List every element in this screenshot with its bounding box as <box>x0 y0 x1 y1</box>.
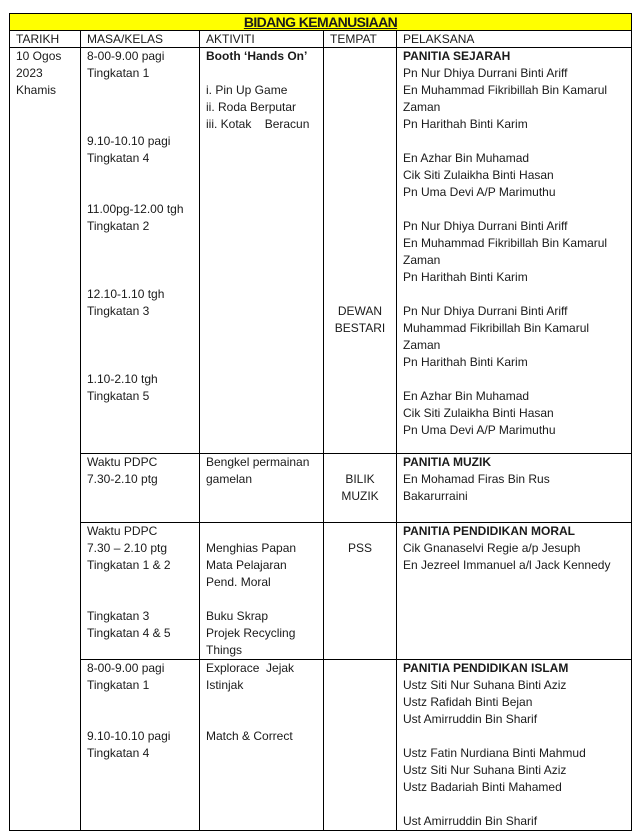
staff-name: Ustz Siti Nur Suhana Binti Aziz <box>403 763 567 777</box>
activity-item: Projek Recycling <box>206 626 296 640</box>
activity-item: Pend. Moral <box>206 575 271 589</box>
activity-item: Mata Pelajaran <box>206 558 287 572</box>
activity-item: gamelan <box>206 472 253 486</box>
muzik-time-cell <box>81 454 200 523</box>
activity-title: Booth ‘Hands On’ <box>206 49 308 63</box>
staff-name: En Muhammad Fikribillah Bin Kamarul <box>403 236 608 250</box>
staff-name: En Azhar Bin Muhamad <box>403 151 530 165</box>
slot-time: 9.10-10.10 pagi <box>87 134 171 148</box>
moral-time-cell <box>81 523 200 660</box>
sejarah-time-cell <box>81 48 200 454</box>
activity-item: Match & Correct <box>206 729 293 743</box>
staff-name: Cik Siti Zulaikha Binti Hasan <box>403 406 554 420</box>
slot-time: 9.10-10.10 pagi <box>87 729 171 743</box>
staff-name: Pn Uma Devi A/P Marimuthu <box>403 423 556 437</box>
slot-time: 8-00-9.00 pagi <box>87 661 165 675</box>
table-row-moral <box>10 523 632 660</box>
table-row-sejarah <box>10 48 632 454</box>
islam-activity-cell <box>200 660 324 831</box>
activity-item: Menghias Papan <box>206 541 297 555</box>
date-year: 2023 <box>16 66 43 80</box>
activity-item: Things <box>206 643 243 657</box>
table-row-islam <box>10 660 632 831</box>
venue-line: DEWAN <box>337 304 383 318</box>
time-line: Tingkatan 1 & 2 <box>87 558 171 572</box>
staff-name: Zaman <box>403 100 441 114</box>
activity-item: ii. Roda Berputar <box>206 100 297 114</box>
staff-name: En Mohamad Firas Bin Rus <box>403 472 550 486</box>
slot-class: Tingkatan 4 <box>87 151 150 165</box>
muzik-activity-cell <box>200 454 324 523</box>
schedule-table <box>9 13 632 831</box>
time-line: Tingkatan 4 & 5 <box>87 626 171 640</box>
muzik-staff-cell <box>397 454 632 523</box>
venue-line: PSS <box>347 541 372 555</box>
title-row <box>10 14 632 31</box>
time-line: 7.30-2.10 ptg <box>87 472 158 486</box>
muzik-venue-cell <box>324 454 397 523</box>
staff-name: Zaman <box>403 253 441 267</box>
header-pelaksana: PELAKSANA <box>397 31 632 48</box>
staff-name: Ustz Siti Nur Suhana Binti Aziz <box>403 678 567 692</box>
staff-name: Pn Nur Dhiya Durrani Binti Ariff <box>403 66 568 80</box>
staff-name: Pn Harithah Binti Karim <box>403 270 528 284</box>
venue-line: BILIK <box>345 472 375 486</box>
staff-name: Pn Nur Dhiya Durrani Binti Ariff <box>403 219 568 233</box>
islam-staff-cell <box>397 660 632 831</box>
header-row <box>10 31 632 48</box>
activity-item: iii. Kotak Beracun <box>206 117 310 131</box>
slot-time: 11.00pg-12.00 tgh <box>87 202 184 216</box>
time-line: 7.30 – 2.10 ptg <box>87 541 168 555</box>
table-title <box>10 14 632 31</box>
staff-name: Ustz Fatin Nurdiana Binti Mahmud <box>403 746 586 760</box>
islam-time-cell <box>81 660 200 831</box>
panel-title: PANITIA SEJARAH <box>403 49 511 63</box>
time-line: Waktu PDPC <box>87 455 158 469</box>
table-row-muzik <box>10 454 632 523</box>
staff-name: Pn Harithah Binti Karim <box>403 355 528 369</box>
panel-title: PANITIA PENDIDIKAN MORAL <box>403 524 575 538</box>
staff-name: Cik Gnanaselvi Regie a/p Jesuph <box>403 541 581 555</box>
staff-name: Zaman <box>403 338 441 352</box>
time-line: Tingkatan 3 <box>87 609 150 623</box>
venue-line: MUZIK <box>341 489 379 503</box>
header-tempat: TEMPAT <box>324 31 397 48</box>
staff-name: Ust Amirruddin Bin Sharif <box>403 814 538 828</box>
header-aktiviti: AKTIVITI <box>200 31 324 48</box>
activity-item: Buku Skrap <box>206 609 269 623</box>
staff-name: Bakarurraini <box>403 489 468 503</box>
date-day: 10 Ogos <box>16 49 62 63</box>
moral-venue-cell <box>324 523 397 660</box>
staff-name: Cik Siti Zulaikha Binti Hasan <box>403 168 554 182</box>
slot-class: Tingkatan 1 <box>87 66 150 80</box>
moral-staff-cell <box>397 523 632 660</box>
activity-item: Bengkel permainan <box>206 455 310 469</box>
slot-class: Tingkatan 2 <box>87 219 150 233</box>
activity-item: Istinjak <box>206 678 244 692</box>
slot-class: Tingkatan 4 <box>87 746 150 760</box>
slot-time: 12.10-1.10 tgh <box>87 287 165 301</box>
date-cell <box>10 48 81 831</box>
slot-class: Tingkatan 3 <box>87 304 150 318</box>
slot-time: 1.10-2.10 tgh <box>87 372 158 386</box>
sejarah-activity-cell <box>200 48 324 454</box>
schedule-sheet <box>9 13 631 831</box>
staff-name: Muhammad Fikribillah Bin Kamarul <box>403 321 590 335</box>
staff-name: Pn Harithah Binti Karim <box>403 117 528 131</box>
time-line: Waktu PDPC <box>87 524 158 538</box>
sejarah-staff-cell <box>397 48 632 454</box>
header-masa-kelas: MASA/KELAS <box>81 31 200 48</box>
slot-time: 8-00-9.00 pagi <box>87 49 165 63</box>
slot-class: Tingkatan 5 <box>87 389 150 403</box>
activity-item: Explorace Jejak <box>206 661 295 675</box>
staff-name: Pn Uma Devi A/P Marimuthu <box>403 185 556 199</box>
moral-activity-cell <box>200 523 324 660</box>
activity-item: i. Pin Up Game <box>206 83 288 97</box>
staff-name: En Azhar Bin Muhamad <box>403 389 530 403</box>
islam-venue-cell <box>324 660 397 831</box>
staff-name: Pn Nur Dhiya Durrani Binti Ariff <box>403 304 568 318</box>
panel-title: PANITIA MUZIK <box>403 455 491 469</box>
venue-line: BESTARI <box>334 321 386 335</box>
panel-title: PANITIA PENDIDIKAN ISLAM <box>403 661 569 675</box>
staff-name: En Muhammad Fikribillah Bin Kamarul <box>403 83 608 97</box>
table-title-text: BIDANG KEMANUSIAAN <box>243 14 398 30</box>
sejarah-venue-cell <box>324 48 397 454</box>
staff-name: Ustz Rafidah Binti Bejan <box>403 695 533 709</box>
staff-name: En Jezreel Immanuel a/l Jack Kennedy <box>403 558 611 572</box>
staff-name: Ustz Badariah Binti Mahamed <box>403 780 562 794</box>
slot-class: Tingkatan 1 <box>87 678 150 692</box>
header-tarikh: TARIKH <box>10 31 81 48</box>
date-weekday: Khamis <box>16 83 57 97</box>
staff-name: Ust Amirruddin Bin Sharif <box>403 712 538 726</box>
